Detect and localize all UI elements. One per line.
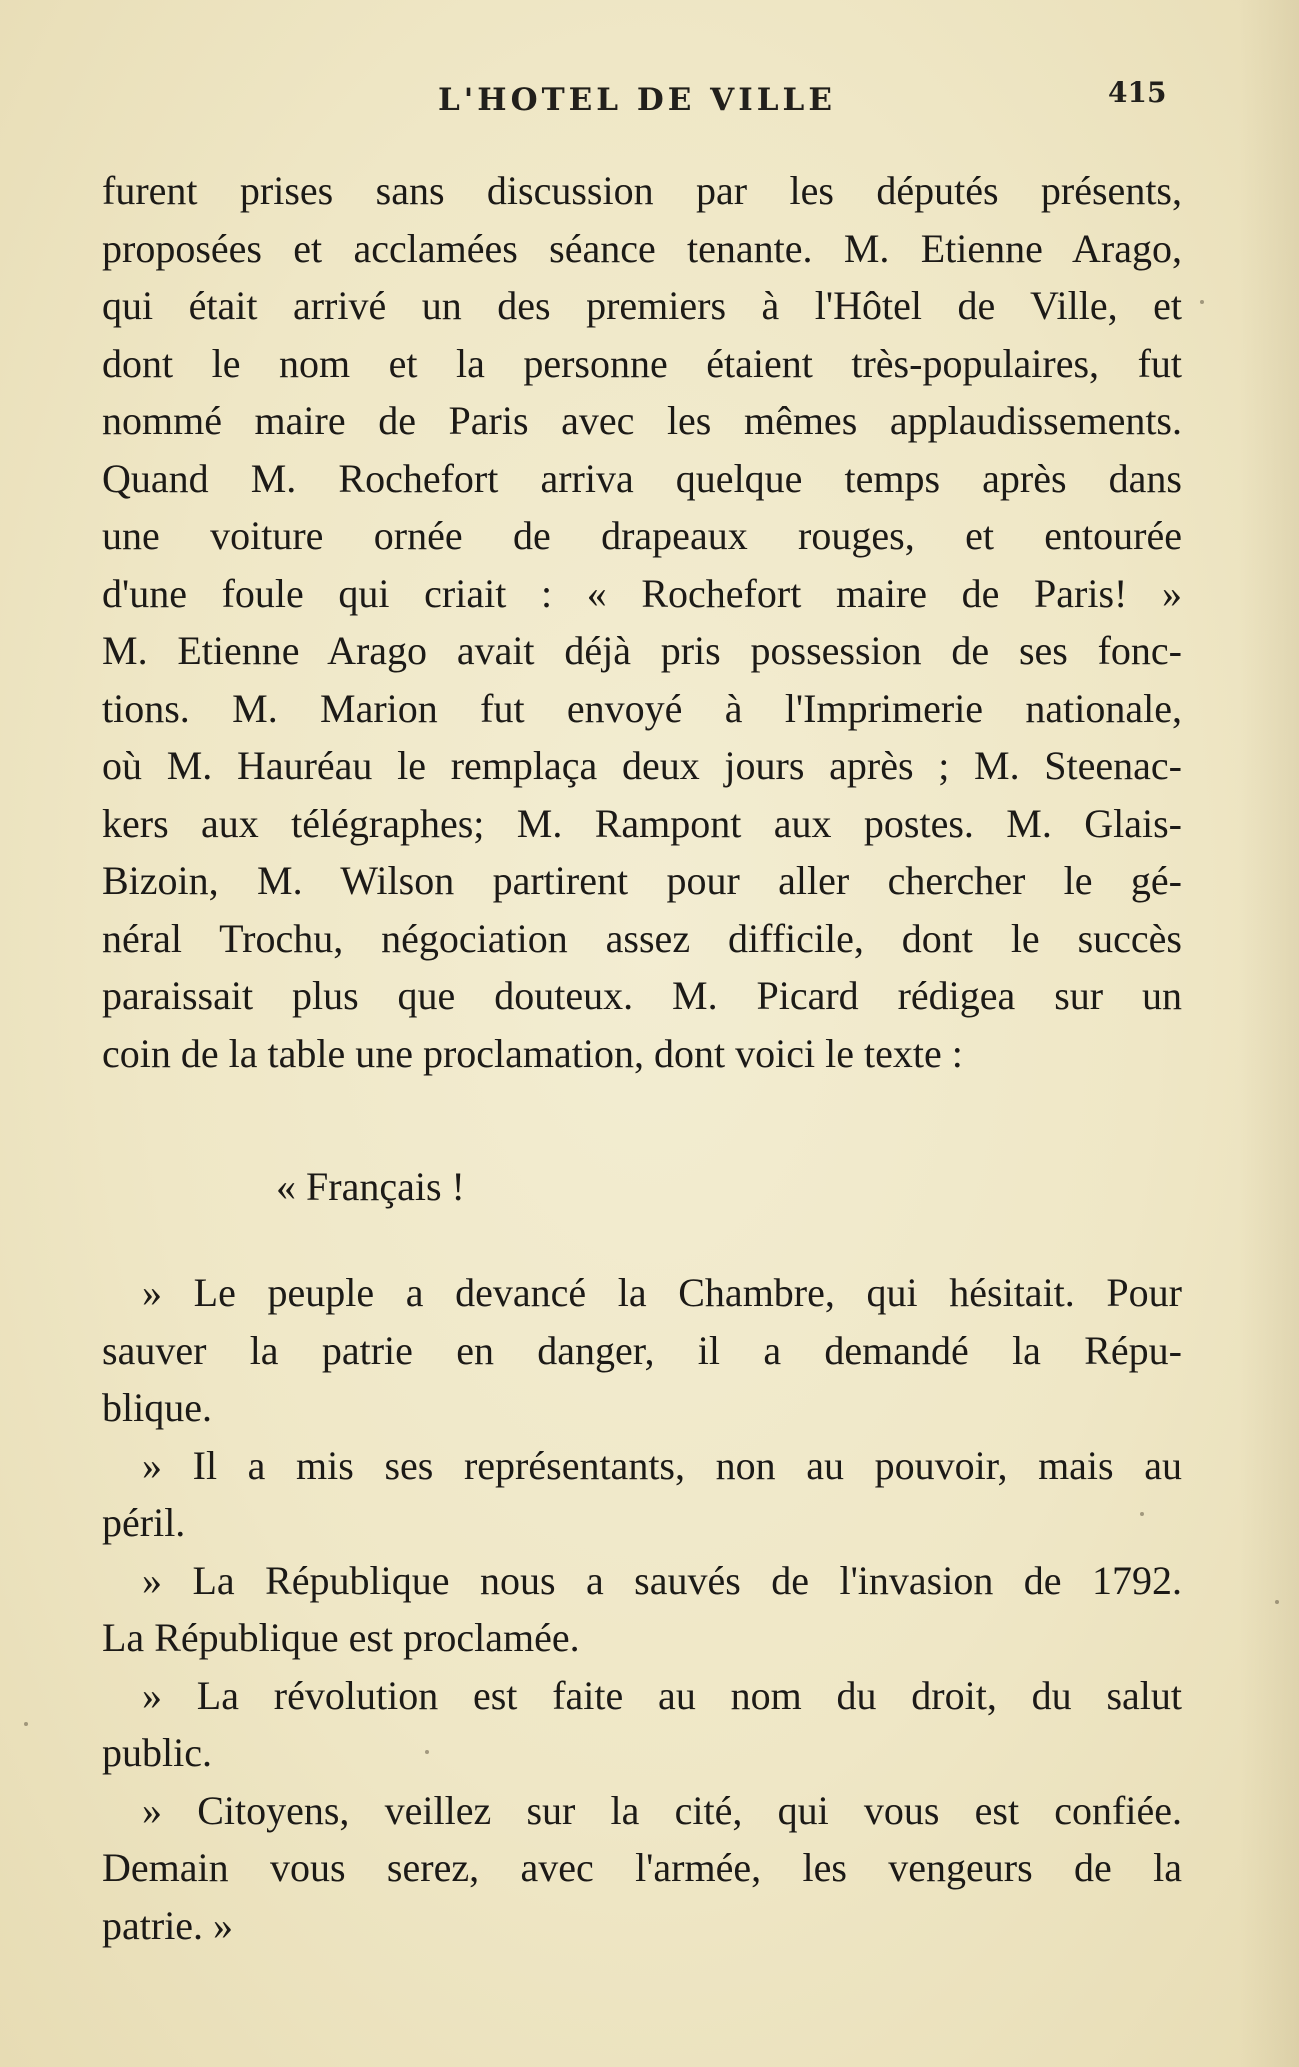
body-line: M. Etienne Arago avait déjà pris possession de ses fonc- <box>102 628 1182 673</box>
proclamation-line: » Le peuple a devancé la Chambre, qui hésitait. Pour <box>142 1270 1182 1315</box>
proclamation-line: Demain vous serez, avec l'armée, les vengeurs de la <box>102 1845 1182 1890</box>
paper-speck <box>1140 1512 1144 1516</box>
proclamation-line: péril. <box>102 1500 186 1545</box>
body-line: furent prises sans discussion par les députés présents, <box>102 168 1182 213</box>
proclamation-line: La République est proclamée. <box>102 1615 580 1660</box>
body-line: paraissait plus que douteux. M. Picard rédigea sur un <box>102 973 1182 1018</box>
body-paragraph <box>102 162 1182 1082</box>
paper-speck <box>425 1750 429 1754</box>
page-edge-shadow <box>1239 0 1299 2067</box>
page-number: 415 <box>1108 76 1167 109</box>
proclamation-line: » Il a mis ses représentants, non au pouvoir, mais au <box>142 1442 1182 1488</box>
running-head <box>0 76 1299 122</box>
body-line: une voiture ornée de drapeaux rouges, et entourée <box>102 513 1182 558</box>
body-line: tions. M. Marion fut envoyé à l'Imprimerie nationale, <box>102 685 1182 731</box>
paper-speck <box>1275 1600 1279 1604</box>
proclamation-line: sauver la patrie en danger, il a demandé la Répu- <box>102 1327 1182 1373</box>
body-line: qui était arrivé un des premiers à l'Hôtel de Ville, et <box>102 283 1182 328</box>
body-line: d'une foule qui criait : « Rochefort maire de Paris! » <box>102 570 1182 616</box>
proclamation-salutation: « Français ! <box>276 1164 465 1209</box>
body-line: Bizoin, M. Wilson partirent pour aller chercher le gé- <box>102 858 1182 903</box>
proclamation-line: » Citoyens, veillez sur la cité, qui vous est confiée. <box>142 1787 1182 1833</box>
proclamation-line: » La République nous a sauvés de l'invasion de 1792. <box>142 1557 1182 1603</box>
body-line: coin de la table une proclamation, dont voici le texte : <box>102 1030 963 1076</box>
proclamation-line: patrie. » <box>102 1902 234 1948</box>
body-line: néral Trochu, négociation assez difficile, dont le succès <box>102 915 1182 961</box>
body-line: proposées et acclamées séance tenante. M. Etienne Arago, <box>102 225 1182 271</box>
proclamation-text <box>102 1264 1182 1954</box>
body-line: où M. Hauréau le remplaça deux jours après ; M. Steenac- <box>102 743 1182 788</box>
body-line: dont le nom et la personne étaient très-populaires, fut <box>102 340 1182 386</box>
body-line: Quand M. Rochefort arriva quelque temps après dans <box>102 455 1182 501</box>
proclamation-line: public. <box>102 1730 212 1775</box>
body-line: nommé maire de Paris avec les mêmes applaudissements. <box>102 398 1182 443</box>
proclamation-line: » La révolution est faite au nom du droit, du salut <box>142 1672 1182 1718</box>
paper-speck <box>24 1722 28 1726</box>
running-title: L'HOTEL DE VILLE <box>438 82 836 118</box>
body-line: kers aux télégraphes; M. Rampont aux postes. M. Glais- <box>102 800 1182 846</box>
proclamation-line: blique. <box>102 1385 212 1430</box>
paper-speck <box>1200 300 1204 304</box>
